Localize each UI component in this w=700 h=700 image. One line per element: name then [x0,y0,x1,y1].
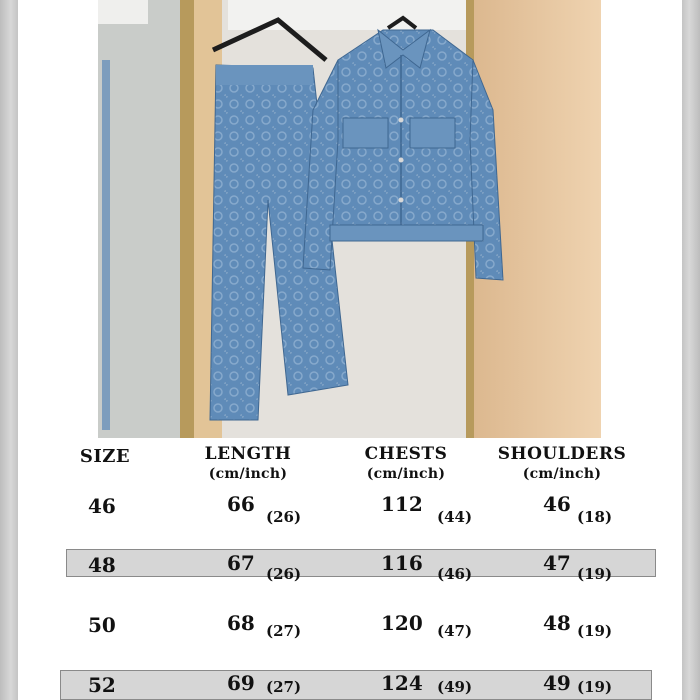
shoulder-inch-value: (19) [577,678,613,696]
length-cm-value: 66 [227,492,255,516]
chest-cm-value: 116 [381,551,423,575]
right-frame-bar [682,0,700,700]
chest-cm-value: 112 [381,492,423,516]
chest-inch-value: (49) [437,678,473,696]
chest-inch-value: (47) [437,622,473,640]
chest-inch-value: (44) [437,508,473,526]
shoulder-cm-value: 49 [543,671,571,695]
shoulder-cm-value: 48 [543,611,571,635]
left-frame-bar [0,0,18,700]
header-chests-label: CHESTS [364,444,448,464]
size-value: 52 [88,673,116,697]
header-size-label: SIZE [79,446,131,467]
header-length-label: LENGTH [204,444,292,464]
shoulder-inch-value: (18) [577,508,613,526]
product-photo [98,0,601,438]
size-value: 50 [88,613,116,637]
length-inch-value: (26) [266,565,302,583]
shoulder-cm-value: 47 [543,551,571,575]
shoulder-cm-value: 46 [543,492,571,516]
length-inch-value: (27) [266,622,302,640]
header-length [186,444,310,482]
length-inch-value: (27) [266,678,302,696]
header-chests [344,444,468,482]
length-inch-value: (26) [266,508,302,526]
header-length-unit: (cm/inch) [208,466,288,482]
header-chests-unit: (cm/inch) [366,466,446,482]
chest-cm-value: 120 [381,611,423,635]
length-cm-value: 69 [227,671,255,695]
length-cm-value: 67 [227,551,255,575]
size-value: 46 [88,494,116,518]
length-cm-value: 68 [227,611,255,635]
chest-inch-value: (46) [437,565,473,583]
header-size [72,446,138,467]
header-shoulders [492,444,632,482]
chest-cm-value: 124 [381,671,423,695]
header-shoulders-unit: (cm/inch) [522,466,602,482]
size-value: 48 [88,553,116,577]
shoulder-inch-value: (19) [577,565,613,583]
shoulder-inch-value: (19) [577,622,613,640]
header-shoulders-label: SHOULDERS [497,444,627,464]
